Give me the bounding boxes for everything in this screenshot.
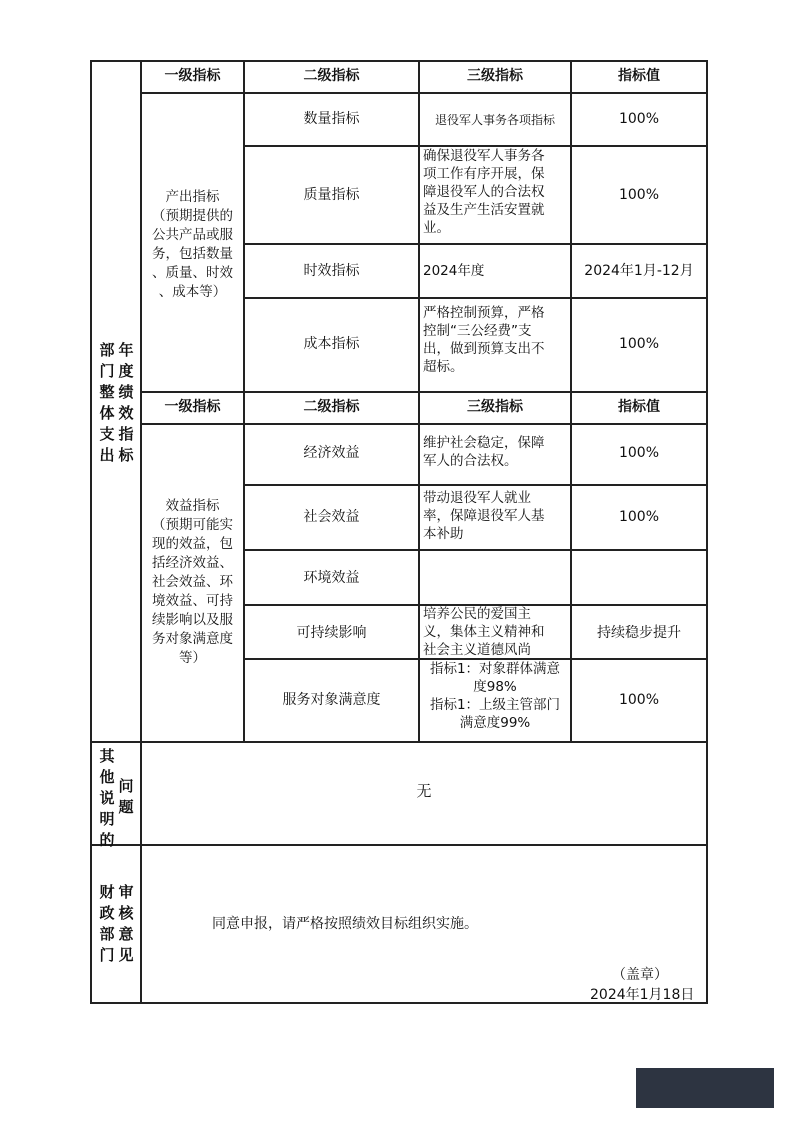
level3-cell xyxy=(423,147,569,237)
text-line: 培养公民的爱国主 xyxy=(423,606,531,622)
text-line: 括经济效益、 xyxy=(152,555,233,571)
side-char: 他 xyxy=(99,768,115,786)
level3-cell xyxy=(420,660,570,732)
level2-cell: 社会效益 xyxy=(303,509,360,525)
side-char: 明 xyxy=(99,810,115,828)
text-line: 出，做到预算支出不 xyxy=(423,341,545,357)
side-char: 指 xyxy=(118,425,134,443)
level2-cell: 可持续影响 xyxy=(296,625,367,641)
side-char: 审 xyxy=(118,883,134,901)
level2-cell: 质量指标 xyxy=(303,187,360,203)
side-char: 门 xyxy=(99,362,115,380)
text-line: 退役军人事务各项指标 xyxy=(434,113,555,127)
side-char: 整 xyxy=(99,383,115,401)
corner-dark-block xyxy=(636,1068,774,1108)
level2-cell: 服务对象满意度 xyxy=(282,692,381,708)
text-line: 续影响以及服 xyxy=(152,612,233,628)
other-notes-value: 无 xyxy=(416,782,432,800)
side-char: 绩 xyxy=(118,383,134,401)
text-line: 障退役军人的合法权 xyxy=(423,184,545,200)
side-char: 核 xyxy=(118,904,134,922)
text-line: 指标1：上级主管部门 xyxy=(429,697,561,713)
header-level2: 二级指标 xyxy=(303,399,360,415)
level2-cell: 经济效益 xyxy=(303,445,360,461)
side-char: 其 xyxy=(99,747,115,765)
seal-label: （盖章） xyxy=(612,967,668,983)
text-line: 控制“三公经费”支 xyxy=(423,323,532,339)
side-char: 体 xyxy=(99,404,115,422)
side-label-finance-col2 xyxy=(116,882,136,966)
side-char: 财 xyxy=(99,883,115,901)
side-char: 度 xyxy=(118,362,134,380)
side-char: 说 xyxy=(99,789,115,807)
text-line: 率，保障退役军人基 xyxy=(423,508,545,524)
text-line: 本补助 xyxy=(423,526,464,542)
text-line: 义，集体主义精神和 xyxy=(423,624,545,640)
side-char: 标 xyxy=(118,446,134,464)
level3-cell xyxy=(423,605,569,657)
side-char: 年 xyxy=(118,341,134,359)
value-cell: 2024年1月-12月 xyxy=(584,263,694,279)
table-border-top xyxy=(90,60,708,62)
value-cell: 100% xyxy=(618,692,660,708)
value-cell: 100% xyxy=(618,111,660,127)
text-line: 务对象满意度 xyxy=(152,631,233,647)
benefit-category xyxy=(142,497,243,668)
output-category xyxy=(142,188,243,302)
level2-cell: 环境效益 xyxy=(303,570,360,586)
text-line: 等） xyxy=(179,650,206,666)
text-line: 务，包括数量 xyxy=(152,246,233,262)
level3-cell xyxy=(423,304,569,376)
table-border-right xyxy=(706,60,708,1003)
side-char: 门 xyxy=(99,946,115,964)
value-cell: 100% xyxy=(618,187,660,203)
section-divider-other xyxy=(90,741,708,743)
side-char: 题 xyxy=(118,798,134,816)
side-char: 见 xyxy=(118,946,134,964)
side-char: 问 xyxy=(118,777,134,795)
row-line xyxy=(243,484,708,486)
side-label-other-col1 xyxy=(97,746,117,851)
text-line: 、成本等） xyxy=(158,284,227,300)
text-line: 境效益、可持 xyxy=(152,593,233,609)
header-level3: 三级指标 xyxy=(467,68,523,84)
text-line: 指标1：对象群体满意 xyxy=(429,661,561,677)
row-line xyxy=(140,92,708,94)
side-char: 意 xyxy=(118,925,134,943)
level3-cell xyxy=(423,434,569,470)
text-line: 2024年度 xyxy=(423,263,485,279)
value-cell: 持续稳步提升 xyxy=(597,625,681,641)
value-cell: 100% xyxy=(618,509,660,525)
text-line: 业。 xyxy=(423,220,450,236)
text-line: （预期可能实 xyxy=(152,517,233,533)
side-char: 效 xyxy=(118,404,134,422)
text-line: （预期提供的 xyxy=(152,208,233,224)
level3-cell xyxy=(420,111,570,129)
side-char: 部 xyxy=(99,925,115,943)
side-char: 出 xyxy=(99,446,115,464)
text-line: 益及生产生活安置就 xyxy=(423,202,545,218)
approval-date: 2024年1月18日 xyxy=(590,987,695,1003)
level3-cell xyxy=(423,489,569,543)
side-label-dept-col1 xyxy=(97,340,117,466)
header-level3: 三级指标 xyxy=(467,399,523,415)
level3-cell xyxy=(423,262,569,280)
side-char: 政 xyxy=(99,904,115,922)
level2-cell: 成本指标 xyxy=(303,336,360,352)
row-line xyxy=(243,243,708,245)
value-cell: 100% xyxy=(618,445,660,461)
side-label-dept-col2 xyxy=(116,340,136,466)
text-line: 效益指标 xyxy=(165,498,220,514)
text-line: 社会主义道德风尚 xyxy=(423,642,531,657)
text-line: 严格控制预算，严格 xyxy=(423,305,545,321)
side-char: 的 xyxy=(99,831,115,849)
header-level2: 二级指标 xyxy=(303,68,360,84)
finance-opinion-text: 同意申报，请严格按照绩效目标组织实施。 xyxy=(212,916,478,932)
text-line: 公共产品或服 xyxy=(152,227,233,243)
text-line: 项工作有序开展，保 xyxy=(423,166,545,182)
row-line xyxy=(140,391,708,393)
text-line: 现的效益，包 xyxy=(152,536,233,552)
header-level1: 一级指标 xyxy=(164,68,221,84)
row-line xyxy=(243,549,708,551)
text-line: 满意度99% xyxy=(459,715,531,731)
text-line: 军人的合法权。 xyxy=(423,453,518,469)
row-line xyxy=(243,297,708,299)
header-value: 指标值 xyxy=(618,68,660,84)
side-label-other-col2 xyxy=(116,776,136,818)
level2-cell: 时效指标 xyxy=(303,263,360,279)
text-line: 、质量、时效 xyxy=(152,265,233,281)
header-value: 指标值 xyxy=(618,399,660,415)
text-line: 带动退役军人就业 xyxy=(423,490,531,506)
value-cell: 100% xyxy=(618,336,660,352)
text-line: 度98% xyxy=(473,679,517,695)
side-char: 支 xyxy=(99,425,115,443)
level2-cell: 数量指标 xyxy=(303,111,360,127)
header-level1: 一级指标 xyxy=(164,399,221,415)
text-line: 社会效益、环 xyxy=(152,574,233,590)
text-line: 超标。 xyxy=(423,359,464,375)
side-label-finance-col1 xyxy=(97,882,117,966)
section-divider-finance xyxy=(90,844,708,846)
side-char: 部 xyxy=(99,341,115,359)
text-line: 确保退役军人事务各 xyxy=(423,148,545,164)
text-line: 维护社会稳定，保障 xyxy=(423,435,545,451)
text-line: 产出指标 xyxy=(165,189,220,205)
row-line xyxy=(140,423,708,425)
table-border-left xyxy=(90,60,92,1003)
